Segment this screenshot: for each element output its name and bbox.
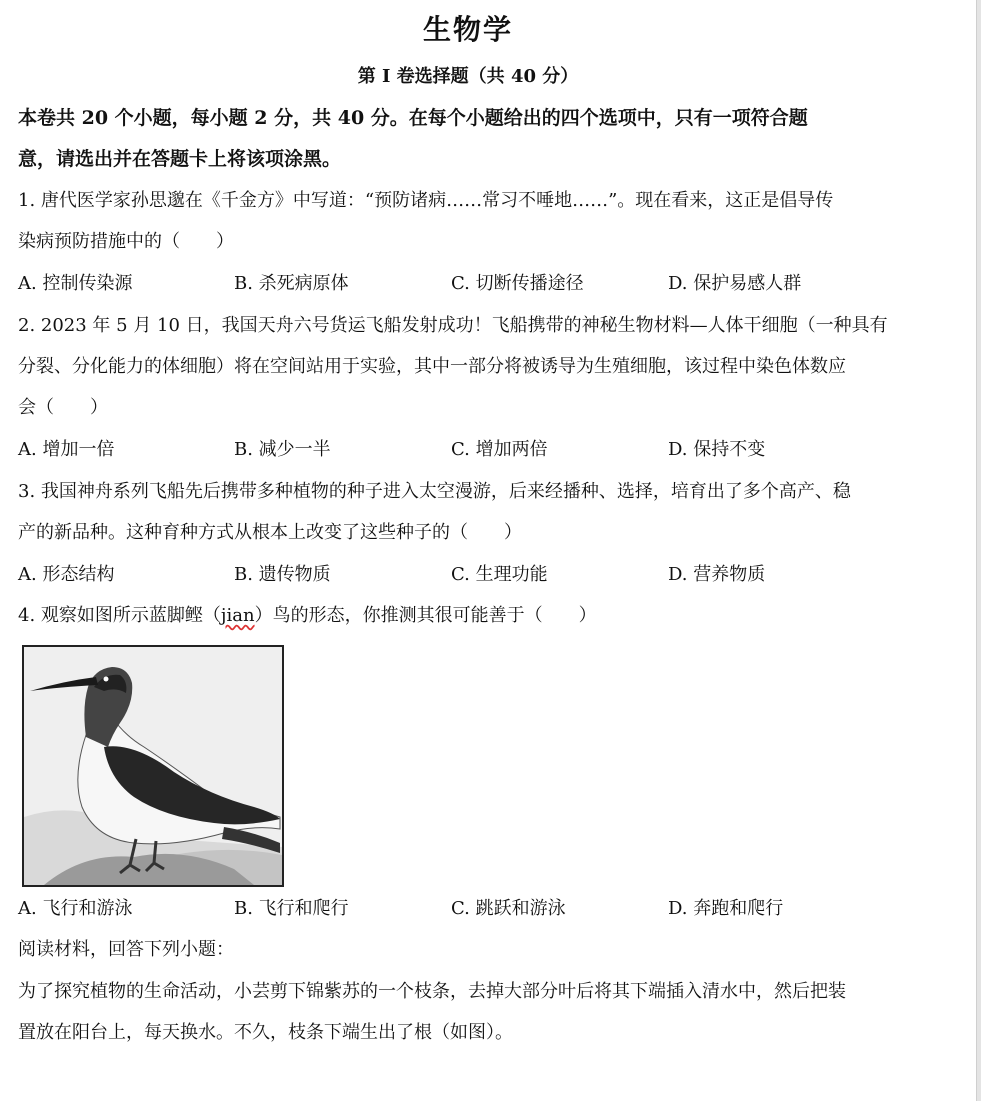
blue-footed-booby-figure — [22, 645, 284, 887]
q3-options — [18, 563, 918, 587]
q3-option-d[interactable]: D. 营养物质 — [668, 564, 766, 585]
q4-option-d[interactable]: D. 奔跑和爬行 — [668, 898, 784, 919]
instructions-line-2: 意，请选出并在答题卡上将该项涂黑。 — [18, 148, 342, 170]
q3-option-c[interactable]: C. 生理功能 — [451, 564, 548, 585]
q1-option-b[interactable]: B. 杀死病原体 — [234, 273, 349, 294]
q1-options — [18, 272, 918, 296]
reading-line-2: 置放在阳台上，每天换水。不久，枝条下端生出了根（如图）。 — [18, 1022, 513, 1043]
section-heading: 第 I 卷选择题（共 40 分） — [357, 66, 579, 87]
q4-options — [18, 897, 918, 921]
booby-illustration — [24, 647, 282, 885]
instructions-line-1: 本卷共 20 个小题，每小题 2 分，共 40 分。在每个小题给出的四个选项中，只有一项符合题 — [18, 107, 808, 129]
page-title: 生物学 — [422, 13, 513, 46]
q1-option-a[interactable]: A. 控制传染源 — [18, 273, 133, 294]
q4-stem-pre: 4. 观察如图所示蓝脚鲣（ — [18, 605, 221, 626]
q2-stem-line-2: 分裂、分化能力的体细胞）将在空间站用于实验，其中一部分将被诱导为生殖细胞，该过程中染色体数应 — [18, 356, 846, 377]
q3-stem-line-1: 3. 我国神舟系列飞船先后携带多种植物的种子进入太空漫游，后来经播种、选择，培育出了多个高产、稳 — [18, 481, 851, 502]
q3-option-a[interactable]: A. 形态结构 — [18, 564, 115, 585]
q4-stem — [18, 604, 597, 628]
q2-options — [18, 438, 918, 462]
q3-option-b[interactable]: B. 遗传物质 — [234, 564, 331, 585]
q4-stem-post: ）鸟的形态，你推测其很可能善于（ ） — [254, 605, 597, 626]
q4-option-c[interactable]: C. 跳跃和游泳 — [451, 898, 566, 919]
q2-option-d[interactable]: D. 保持不变 — [668, 439, 766, 460]
q2-option-c[interactable]: C. 增加两倍 — [451, 439, 548, 460]
reading-heading: 阅读材料，回答下列小题： — [18, 939, 234, 960]
q4-option-b[interactable]: B. 飞行和爬行 — [234, 898, 349, 919]
q1-option-c[interactable]: C. 切断传播途径 — [451, 273, 584, 294]
q4-pinyin: jian — [220, 605, 255, 626]
q2-stem-line-3: 会（ ） — [18, 397, 108, 418]
q2-option-b[interactable]: B. 减少一半 — [234, 439, 331, 460]
q4-option-a[interactable]: A. 飞行和游泳 — [18, 898, 133, 919]
page-edge-scrollbar[interactable] — [977, 0, 981, 1101]
reading-line-1: 为了探究植物的生命活动，小芸剪下锦紫苏的一个枝条，去掉大部分叶后将其下端插入清水中，然后把装 — [18, 981, 846, 1002]
q2-stem-line-1: 2. 2023 年 5 月 10 日，我国天舟六号货运飞船发射成功！飞船携带的神秘生物材料—人体干细胞（一种具有 — [18, 315, 888, 336]
q2-option-a[interactable]: A. 增加一倍 — [18, 439, 115, 460]
q1-stem-line-1: 1. 唐代医学家孙思邈在《千金方》中写道：“预防诸病……常习不唾地……”。现在看来，这正是倡导传 — [18, 190, 834, 211]
q3-stem-line-2: 产的新品种。这种育种方式从根本上改变了这些种子的（ ） — [18, 522, 522, 543]
q1-stem-line-2: 染病预防措施中的（ ） — [18, 231, 234, 252]
q1-option-d[interactable]: D. 保护易感人群 — [668, 273, 802, 294]
